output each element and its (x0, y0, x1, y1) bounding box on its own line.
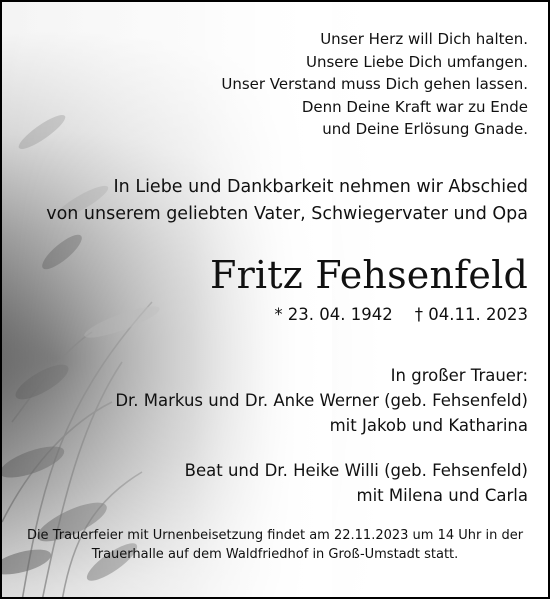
death-date: † 04.11. 2023 (414, 305, 528, 324)
mourner-line: mit Jakob und Katharina (329, 416, 528, 435)
mourner-line: mit Milena und Carla (356, 486, 528, 505)
second-family-block (185, 458, 528, 508)
intro-line: von unserem geliebten Vater, Schwiegervater und Opa (46, 204, 528, 224)
farewell-intro (46, 174, 528, 228)
poem-line: und Deine Erlösung Gnade. (322, 120, 528, 138)
poem-line: Unsere Liebe Dich umfangen. (306, 52, 528, 71)
mourners-heading: In großer Trauer: (390, 366, 528, 385)
birth-date: * 23. 04. 1942 (274, 305, 393, 324)
mourner-line: Dr. Markus und Dr. Anke Werner (geb. Fehsenfeld) (115, 391, 528, 410)
mourner-line: Beat und Dr. Heike Willi (geb. Fehsenfeld) (184, 461, 528, 480)
poem-line: Unser Verstand muss Dich gehen lassen. (221, 75, 528, 93)
mourners-block (115, 363, 528, 438)
funeral-info (10, 526, 540, 564)
intro-line: In Liebe und Dankbarkeit nehmen wir Abschied (113, 177, 528, 197)
life-dates (274, 304, 528, 326)
deceased-name: Fritz Fehsenfeld (210, 253, 528, 297)
funeral-info-line: Die Trauerfeier mit Urnenbeisetzung findet am 22.11.2023 um 14 Uhr in der (26, 528, 524, 543)
funeral-info-line: Trauerhalle auf dem Waldfriedhof in Groß-Umstadt statt. (91, 547, 459, 562)
poem-line: Unser Herz will Dich halten. (320, 30, 528, 48)
poem-block (221, 28, 528, 141)
poem-line: Denn Deine Kraft war zu Ende (301, 97, 528, 116)
